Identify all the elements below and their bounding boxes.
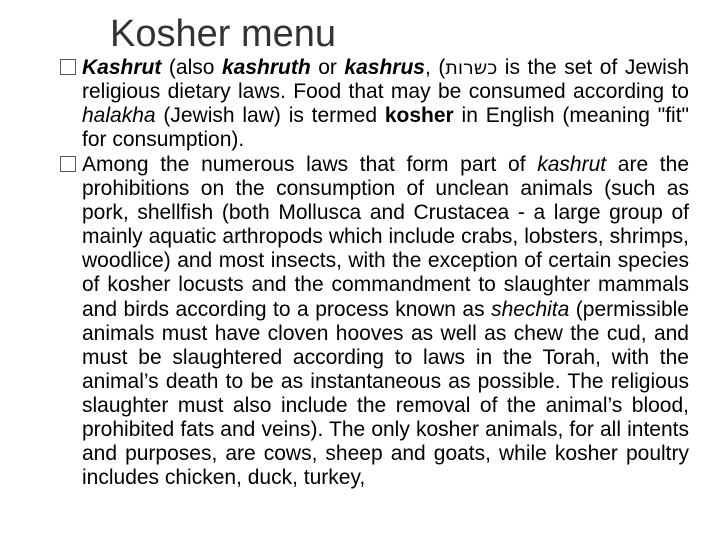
bullet-text [60, 56, 689, 152]
term-halakha: halakha [82, 104, 156, 128]
square-bullet-icon [60, 156, 76, 172]
text-run: are the prohibitions on the consumption of unclean animals (such as pork, shellfish (both Mollusca and Crustacea - a large group of mainly aquatic arthropods which include crabs, lobsters, shrimps, woodlice) and most insects, with the exception of certain species of kosher locusts and the commandment to slaughter mammals and birds according to a process known as [82, 153, 689, 321]
text-run: , ( [424, 56, 446, 79]
term-kashruth: kashruth [221, 56, 311, 79]
term-kashrut: Kashrut [82, 56, 162, 79]
bullet-item-kashrut-definition [60, 56, 689, 152]
slide-title: Kosher menu [110, 13, 337, 55]
text-run: or [310, 56, 345, 79]
term-shechita: shechita [491, 297, 570, 321]
text-run: (also [161, 56, 222, 79]
square-bullet-icon [60, 59, 76, 75]
text-run: in English (meaning "fit" for consumption). [82, 104, 689, 152]
bullet-item-dietary-laws [60, 153, 689, 490]
bullet-text [60, 153, 689, 490]
term-kashrus: kashrus [344, 56, 425, 79]
term-kosher: kosher [384, 104, 454, 128]
text-run: is the set of Jewish religious dietary laws. Food that may be consumed according to [82, 56, 690, 104]
text-run: (Jewish law) is termed [155, 104, 385, 128]
text-run: Among the numerous laws that form part of [82, 153, 538, 176]
hebrew-term: כשרות [445, 57, 498, 79]
text-run: (permissible animals must have cloven hooves as well as chew the cud, and must be slaughtered according to laws in the Torah, with the animal’s death to be as instantaneous as possible. The religious slaughter must also include the removal of the animal’s blood, prohibited fats and veins). The only kosher animals, for all intents and purposes, are cows, sheep and goats, while kosher poultry includes chicken, duck, turkey, [82, 297, 689, 490]
term-kashrut: kashrut [537, 153, 607, 176]
